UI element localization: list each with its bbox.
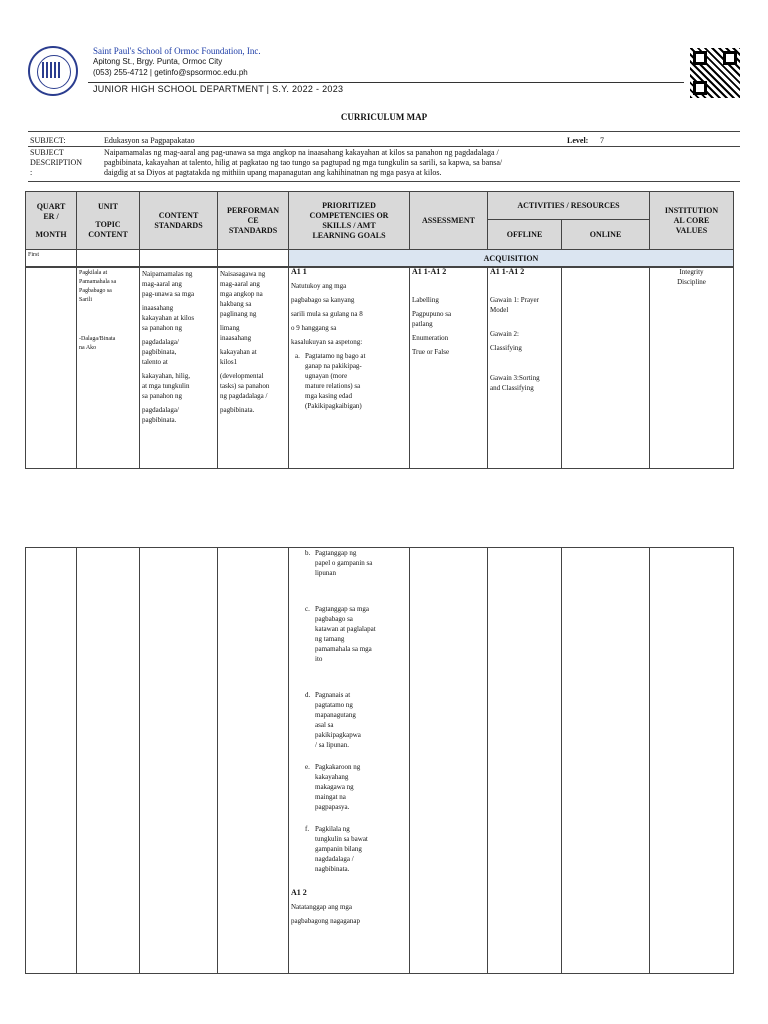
header-prioritized-competencies: PRIORITIZED COMPETENCIES OR SKILLS / AMT LEARNING GOALS [289,192,410,250]
competency-item-a: a. Pagtatamo ng bago at ganap na pakikipag- ugnayan (more mature relations) sa mga kasing edad (Pakikipagkaibigan) [295,352,366,410]
row2-online [562,548,650,974]
row2-assessment [410,548,488,974]
header-online: ONLINE [562,220,650,250]
row2-offline [488,548,562,974]
page-title: CURRICULUM MAP [340,112,428,122]
curriculum-map-row1 [25,266,734,469]
level-label: Level: [567,136,589,145]
row2-unit [77,548,140,974]
curriculum-map-continuation-table [25,547,734,974]
subject-description-label: SUBJECT DESCRIPTION : [30,148,83,177]
cell-performance-top [218,250,289,268]
subject-value: Edukasyon sa Pagpapakatao [104,136,195,145]
row2-quarter [26,548,77,974]
school-contact: (053) 255-4712 | getinfo@spsormoc.edu.ph [93,68,248,77]
header-quarter: QUART ER / MONTH [26,192,77,250]
header-unit-topic: UNIT TOPIC CONTENT [77,192,140,250]
subject-mid-rule [28,146,740,147]
row2-performance-standards [218,548,289,974]
competency-item-f: f. Pagkilala ng tungkulin sa bawat gampanin bilang nagdadalaga / nagbibinata. [305,825,368,873]
row1-competencies: A1 1 Natutukoy ang mga pagbabago sa kanyang sarili mula sa gulang na 8 o 9 hanggang sa kasalukuyan sa aspetong: a. Pagtatamo ng bago at ganap na pakikipag- ugnayan (more mature relations) sa mga kasing edad (Pakikipagkaibigan) [289,267,410,469]
row2-competencies: b. Pagtanggap ng papel o gampanin sa lipunan c. Pagtanggap sa mga pagbabago sa katawan at paglalapat ng tamang pamamahala sa mga ito d. Pagnanais at pagtatamo ng mapanagutang asal sa pakikipagkapwa / sa lipunan. e. Pagkakaroon ng kakayahang makagawa ng maingat na pagpapasya. f. Pagkilala ng tungkulin sa bawat gampanin bilang nagdadalaga / nagbibinata. A1 2 Natatanggap ang mga pagbabagong nagaganap [289,548,410,974]
header-performance-standards: PERFORMAN CE STANDARDS [218,192,289,250]
subject-top-rule [28,131,740,132]
competency-item-d: d. Pagnanais at pagtatamo ng mapanagutang asal sa pakikipagkapwa / sa lipunan. [305,691,361,749]
header-offline: OFFLINE [488,220,562,250]
cell-quarter: First [26,250,77,268]
subject-label: SUBJECT: [30,136,66,145]
qr-code-icon [690,48,740,98]
competency-item-b: b. Pagtanggap ng papel o gampanin sa lipunan [305,549,373,577]
header-institutional-values: INSTITUTION AL CORE VALUES [650,192,734,250]
row1-quarter [26,267,77,469]
header-activities-resources: ACTIVITIES / RESOURCES [488,192,650,220]
department-line: JUNIOR HIGH SCHOOL DEPARTMENT | S.Y. 2022 - 2023 [93,84,344,94]
row1-online-activities [562,267,650,469]
subject-description: Naipamamalas ng mag-aaral ang pag-unawa sa mga angkop na inaasahang kakayahan at kilos sa panahon ng pagdadalaga / pagbibinata, kakayahan at talento, hilig at pagkatao ng tao tungo sa pagtupad ng mga tungkulin sa sarili, sa kapwa, sa bansa/ daigdig at sa Diyos at pagtatakda ng mithiin upang mapanagutan ang kahihinatnan ng mga pasya at kilos. [104,148,503,177]
row1-offline-activities: A1 1-A1 2 Gawain 1: Prayer Model Gawain 2: Classifying Gawain 3:Sorting and Classifying [488,267,562,469]
subject-bottom-rule [28,181,740,182]
competency-item-e: e. Pagkakaroon ng kakayahang makagawa ng maingat na pagpapasya. [305,763,361,811]
acquisition-band: ACQUISITION [289,250,734,268]
school-seal-logo [28,46,78,96]
row1-content-standards: Naipamamalas ng mag-aaral ang pag-unawa sa mga inaasahang kakayahan at kilos sa panahon ng pagdadalaga/ pagbibinata, talento at kakayahan, hilig, at mga tungkulin sa panahon ng pagdadalaga/ pagbibinata. [140,267,218,469]
row1-performance-standards: Naisasagawa ng mag-aaral ang mga angkop na hakbang sa paglinang ng limang inaasahang kakayahan at kilos1 (developmental tasks) sa panahon ng pagdadalaga / pagbibinata. [218,267,289,469]
row2-content-standards [140,548,218,974]
row2-core-values [650,548,734,974]
competency-a12-heading: A1 2 [291,888,307,897]
header-content-standards: CONTENT STANDARDS [140,192,218,250]
header-assessment: ASSESSMENT [410,192,488,250]
cell-content-standards-top [140,250,218,268]
header-divider [88,82,684,83]
seal-emblem [42,62,60,78]
school-address: Apitong St., Brgy. Punta, Ormoc City [93,57,223,66]
competency-item-c: c. Pagtanggap sa mga pagbabago sa katawan at paglalapat ng tamang pamamahala sa mga ito [305,605,376,663]
row1-assessment: A1 1-A1 2 Labelling Pagpupuno sa patlang Enumeration True or False [410,267,488,469]
row1-unit-topic: Pagkilala at Pamamahala sa Pagbabago sa Sarili -Dalaga/Binata na Ako [77,267,140,469]
cell-unit [77,250,140,268]
row1-core-values: Integrity Discipline [650,267,734,469]
curriculum-map-table [25,191,734,268]
level-value: 7 [600,136,604,145]
school-name: Saint Paul's School of Ormoc Foundation, Inc. [93,46,261,56]
